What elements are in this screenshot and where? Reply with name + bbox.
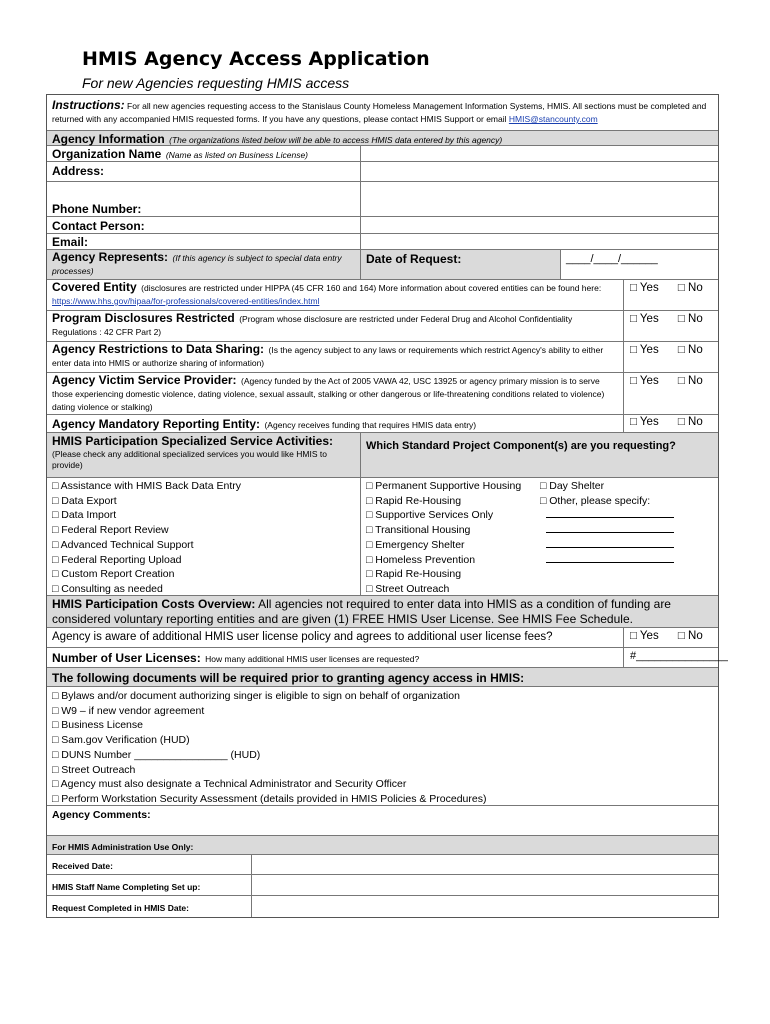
program-disclosures-row [47, 311, 718, 342]
received-date-label: Received Date: [52, 861, 113, 871]
service-item[interactable]: □ Data Export [52, 494, 117, 507]
completed-date-field[interactable] [251, 896, 718, 917]
covered-yes-checkbox[interactable]: □ Yes [630, 282, 659, 294]
service-item[interactable]: □ Federal Report Review [52, 524, 169, 537]
document-item[interactable]: □ Perform Workstation Security Assessment (details provided in HMIS Policies & Procedures) [52, 792, 487, 805]
service-item[interactable]: □ Federal Reporting Upload [52, 553, 182, 566]
services-heading: HMIS Participation Specialized Service Activities: [52, 434, 333, 448]
restrictions-note: (Is the agency subject to any laws or requirements which restrict Agency's ability to either enter data into HMIS or authorize sharing of information) [52, 345, 604, 368]
license-yes-checkbox[interactable]: □ Yes [630, 630, 659, 642]
comments-label: Agency Comments: [52, 809, 151, 821]
victim-no-checkbox[interactable]: □ No [677, 375, 703, 387]
other-specify-line[interactable] [546, 547, 674, 548]
component-item[interactable]: □ Transitional Housing [366, 524, 471, 537]
component-item-other[interactable]: □ Other, please specify: [540, 494, 651, 507]
component-item[interactable]: □ Homeless Prevention [366, 553, 476, 566]
victim-service-row [47, 373, 718, 415]
victim-service-title: Agency Victim Service Provider: [52, 373, 237, 387]
program-disclosures-title: Program Disclosures Restricted [52, 311, 235, 325]
component-item[interactable]: □ Street Outreach [366, 582, 450, 595]
document-item[interactable]: □ Agency must also designate a Technical Administrator and Security Officer [52, 778, 407, 791]
covered-no-checkbox[interactable]: □ No [677, 282, 703, 294]
date-of-request-label: Date of Request: [366, 252, 462, 266]
document-item[interactable]: □ W9 – if new vendor agreement [52, 704, 205, 717]
documents-list [47, 687, 718, 806]
user-licenses-row [47, 648, 728, 668]
email-field[interactable] [360, 234, 718, 249]
documents-heading-row [47, 668, 718, 687]
components-list-2 [535, 478, 718, 595]
contact-field[interactable] [360, 217, 718, 233]
date-of-request-field[interactable]: ____/____/______ [566, 253, 658, 265]
mandatory-no-checkbox[interactable]: □ No [677, 416, 703, 428]
instructions-row [47, 95, 718, 131]
program-yes-checkbox[interactable]: □ Yes [630, 313, 659, 325]
service-item[interactable]: □ Advanced Technical Support [52, 538, 194, 551]
other-specify-line[interactable] [546, 562, 674, 563]
represents-row [47, 250, 718, 280]
instructions-label: Instructions: [52, 98, 125, 112]
restrictions-no-checkbox[interactable]: □ No [677, 344, 703, 356]
service-item[interactable]: □ Consulting as needed [52, 582, 163, 595]
user-licenses-label: Number of User Licenses: [52, 651, 201, 665]
participation-lists-row [47, 478, 718, 596]
comments-row [47, 806, 718, 836]
document-item[interactable]: □ Bylaws and/or document authorizing singer is eligible to sign on behalf of organization [52, 690, 460, 702]
address-row-2 [47, 182, 718, 200]
admin-heading-row [47, 836, 718, 855]
component-item[interactable]: □ Rapid Re-Housing [366, 494, 462, 507]
document-item[interactable]: □ Sam.gov Verification (HUD) [52, 734, 190, 747]
mandatory-reporting-note: (Agency receives funding that requires HMIS data entry) [264, 420, 477, 430]
staff-name-label: HMIS Staff Name Completing Set up: [52, 882, 201, 892]
victim-service-note: (Agency funded by the Act of 2005 VAWA 42, USC 13925 or agency primary mission is to serve those experiencing domestic violence, dating violence, sexual assault, stalking or other dangerous or life-threatening conditions related to violence) dating violence or stalking) [52, 376, 605, 412]
received-date-row [47, 855, 718, 875]
address-label: Address: [52, 164, 105, 178]
service-item[interactable]: □ Custom Report Creation [52, 568, 175, 581]
license-policy-row [47, 628, 718, 648]
application-form [46, 94, 728, 918]
document-item[interactable]: □ DUNS Number ________________ (HUD) [52, 748, 261, 761]
org-name-field[interactable] [360, 146, 718, 161]
component-item[interactable]: □ Rapid Re-Housing [366, 568, 462, 581]
support-email-link[interactable]: HMIS@stancounty.com [508, 114, 598, 124]
instructions-text: For all new agencies requesting access to the Stanislaus County Homeless Management Information Systems, HMIS. All sections must be completed and returned with any accompanied HMIS requested forms. If you have any questions, please contact HMIS Support or email [52, 101, 707, 124]
license-policy-question: Agency is aware of additional HMIS user license policy and agrees to additional user license fees? [52, 631, 553, 643]
email-row [47, 234, 718, 250]
component-item-day-shelter[interactable]: □ Day Shelter [540, 480, 605, 492]
address-row [47, 162, 718, 182]
mandatory-yes-checkbox[interactable]: □ Yes [630, 416, 659, 428]
completed-date-label: Request Completed in HMIS Date: [52, 903, 189, 913]
other-specify-line[interactable] [546, 532, 674, 533]
page-title: HMIS Agency Access Application [82, 48, 430, 70]
contact-label: Contact Person: [52, 219, 145, 233]
service-item[interactable]: □ Assistance with HMIS Back Data Entry [52, 480, 241, 492]
services-note: (Please check any additional specialized services you would like HMIS to provide) [52, 449, 327, 470]
email-label: Email: [52, 235, 89, 249]
staff-name-field[interactable] [251, 875, 718, 895]
costs-text: All agencies not required to enter data into HMIS as a condition of funding are considered voluntary reporting entities and are given (1) FREE HMIS User License. See HMIS Fee Schedule. [52, 597, 671, 626]
represents-label: Agency Represents: [52, 250, 169, 264]
component-item[interactable]: □ Supportive Services Only [366, 509, 494, 522]
component-item[interactable]: □ Permanent Supportive Housing [366, 480, 522, 492]
component-item[interactable]: □ Emergency Shelter [366, 538, 465, 551]
completed-date-row [47, 896, 718, 917]
agency-info-note: (The organizations listed below will be able to access HMIS data entered by this agency) [169, 135, 503, 145]
participation-heading-row [47, 433, 718, 478]
phone-row [47, 200, 718, 217]
program-disclosures-note: (Program whose disclosure are restricted under Federal Drug and Alcohol Confidentiality Regulations : 42 CFR Part 2) [52, 314, 573, 337]
license-no-checkbox[interactable]: □ No [677, 630, 703, 642]
hipaa-link[interactable]: https://www.hhs.gov/hipaa/for-professionals/covered-entities/index.html [52, 296, 320, 306]
phone-label: Phone Number: [52, 202, 142, 216]
agency-info-title: Agency Information [52, 132, 165, 146]
mandatory-reporting-row [47, 415, 718, 433]
received-date-field[interactable] [251, 855, 718, 874]
org-name-label: Organization Name [52, 147, 162, 161]
program-no-checkbox[interactable]: □ No [677, 313, 703, 325]
service-item[interactable]: □ Data Import [52, 509, 117, 522]
staff-name-row [47, 875, 718, 896]
user-licenses-field[interactable]: #_______________ [630, 650, 728, 662]
represents-note: (If this agency is subject to special data entry processes) [52, 253, 342, 276]
restrictions-title: Agency Restrictions to Data Sharing: [52, 342, 265, 356]
covered-entity-row [47, 280, 718, 311]
covered-entity-title: Covered Entity [52, 280, 137, 294]
agency-info-heading [47, 131, 718, 146]
victim-yes-checkbox[interactable]: □ Yes [630, 375, 659, 387]
phone-field[interactable] [360, 200, 718, 216]
documents-heading: The following documents will be required prior to granting agency access in HMIS: [52, 671, 525, 685]
components-heading: Which Standard Project Component(s) are you requesting? [366, 440, 676, 452]
user-licenses-note: How many additional HMIS user licenses are requested? [205, 654, 420, 664]
components-list [360, 478, 535, 595]
covered-entity-note: (disclosures are restricted under HIPPA (45 CFR 160 and 164) More information about covered entities can be found here: [141, 283, 602, 293]
admin-heading: For HMIS Administration Use Only: [52, 842, 194, 852]
other-specify-line[interactable] [546, 517, 674, 518]
services-list [47, 478, 360, 595]
org-name-note: (Name as listed on Business License) [165, 150, 309, 160]
restrictions-yes-checkbox[interactable]: □ Yes [630, 344, 659, 356]
address-field-2[interactable] [360, 182, 718, 200]
document-item[interactable]: □ Street Outreach [52, 763, 136, 776]
costs-row [47, 596, 718, 628]
restrictions-row [47, 342, 718, 373]
page-subtitle: For new Agencies requesting HMIS access [82, 75, 350, 91]
mandatory-reporting-title: Agency Mandatory Reporting Entity: [52, 417, 261, 431]
contact-row [47, 217, 718, 234]
costs-title: HMIS Participation Costs Overview: [52, 597, 256, 611]
document-item[interactable]: □ Business License [52, 719, 143, 732]
org-name-row [47, 146, 718, 162]
address-field[interactable] [360, 162, 718, 181]
